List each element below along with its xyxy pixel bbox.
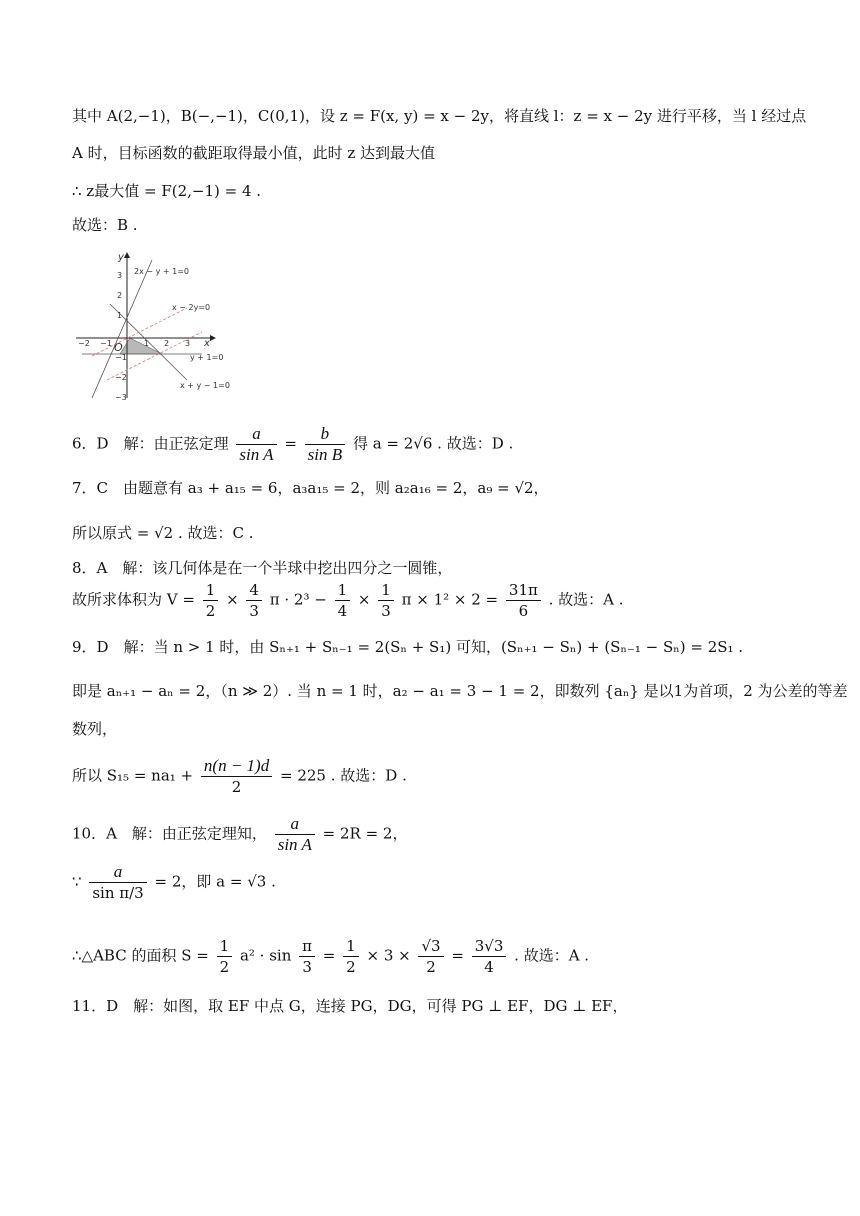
line-label: x − 2y=0 (172, 303, 211, 312)
fraction: $\frac{a}{\text{sin A}}$ (275, 814, 315, 855)
para-line-2: A 时，目标函数的截距取得最小值，此时 z 达到最大值 (72, 144, 436, 162)
q6-line: 6．D 解：由正弦定理 $\frac{a}{\text{sin A}}$ = $\frac{b}{\text{sin B}}$ 得 a = 2√6 . 故选：D . (72, 424, 514, 464)
para-line-1: 其中 A(2,−1)，B(−,−1)，C(0,1)，设 z = F(x, y) = x − 2y，将直线 l：z = x − 2y 进行平移，当 l 经过点 (72, 107, 807, 125)
x-tick: 1 (144, 339, 150, 348)
x-tick: −1 (100, 339, 112, 348)
line-label: x + y − 1=0 (180, 381, 230, 390)
y-axis-label: y (118, 252, 124, 263)
fraction: $\frac{√3}{2}$ (418, 936, 443, 977)
y-tick: −2 (115, 373, 127, 382)
fraction: $\frac{4}{3}$ (246, 580, 262, 621)
fraction: $\frac{a}{\text{sin π/3}}$ (89, 862, 146, 903)
q9-line-1: 9．D 解：当 n > 1 时，由 Sₙ₊₁ + Sₙ₋₁ = 2(Sₙ + S₁) 可知，(Sₙ₊₁ − Sₙ) + (Sₙ₋₁ − Sₙ) = 2S₁ . (72, 638, 744, 656)
x-tick: −2 (78, 339, 90, 348)
fraction: $\frac{\pi}{3}$ (299, 936, 315, 977)
fraction: $\frac{1}{2}$ (343, 936, 359, 977)
answer-line: 故选：B . (72, 216, 138, 234)
q8-line-1: 8．A 解：该几何体是在一个半球中挖出四分之一圆锥， (72, 559, 453, 577)
fraction-a-sinA: $\frac{a}{\text{sin A}}$ (236, 424, 276, 465)
fraction: $\frac{1}{2}$ (203, 580, 219, 621)
q9-line-3: 数列， (72, 720, 118, 738)
conclusion-line: ∴ z最大值 = F(2,−1) = 4 . (72, 182, 262, 200)
x-tick: 2 (164, 339, 170, 348)
fraction: $\frac{31\pi}{6}$ (506, 580, 541, 621)
q9-line-2: 即是 aₙ₊₁ − aₙ = 2，（n ≫ 2）. 当 n = 1 时，a₂ − a₁ = 3 − 1 = 2，即数列 {aₙ} 是以1为首项，2 为公差的等差 (72, 682, 848, 700)
y-tick: −3 (115, 393, 127, 402)
fraction: $\frac{n(n - 1)d}{2}$ (201, 756, 272, 797)
q8-line-2: 故所求体积为 V = $\frac{1}{2}$ × $\frac{4}{3}$ π · 2³ − $\frac{1}{4}$ × $\frac{1}{3}$ π × 1² × 2 = $\frac{31\pi}{6}$ . 故选：A . (72, 581, 624, 620)
fraction: $\frac{1}{4}$ (335, 580, 351, 621)
q10-line-2: ∵ $\frac{a}{\text{sin π/3}}$ = 2，即 a = √3 . (72, 862, 276, 902)
origin-label: O (114, 341, 123, 354)
line-label: y + 1=0 (190, 353, 224, 362)
x-tick: 3 (185, 339, 191, 348)
y-tick: 2 (117, 291, 123, 300)
feasible-region (120, 338, 162, 354)
y-tick: −1 (115, 353, 127, 362)
y-tick: 3 (117, 271, 123, 280)
q10-line-3: ∴△ABC 的面积 S = $\frac{1}{2}$ a² · sin $\frac{\pi}{3}$ = $\frac{1}{2}$ × 3 × $\frac{√3}{2}$ = $\frac{3√3}{4}$ . 故选：A . (72, 937, 590, 976)
fraction: $\frac{1}{2}$ (217, 936, 233, 977)
fraction-b-sinB: $\frac{b}{\text{sin B}}$ (305, 424, 345, 465)
line-label: 2x − y + 1=0 (134, 267, 190, 276)
y-tick: 1 (117, 311, 123, 320)
q11-line: 11．D 解：如图，取 EF 中点 G，连接 PG，DG，可得 PG ⊥ EF，DG ⊥ EF， (72, 997, 628, 1015)
q7-line-2: 所以原式 = √2 . 故选：C . (72, 524, 254, 542)
x-axis-label: x (204, 338, 210, 349)
feasible-region-figure (72, 248, 232, 406)
q7-line-1: 7．C 由题意有 a₃ + a₁₅ = 6，a₃a₁₅ = 2，则 a₂a₁₆ = 2，a₉ = √2， (72, 479, 549, 497)
fraction: $\frac{1}{3}$ (378, 580, 394, 621)
q9-line-4: 所以 S₁₅ = na₁ + $\frac{n(n - 1)d}{2}$ = 225 . 故选：D . (72, 756, 407, 796)
q10-line-1: 10．A 解：由正弦定理知， $\frac{a}{\text{sin A}}$ = 2R = 2， (72, 814, 408, 854)
fraction: $\frac{3√3}{4}$ (472, 936, 507, 977)
